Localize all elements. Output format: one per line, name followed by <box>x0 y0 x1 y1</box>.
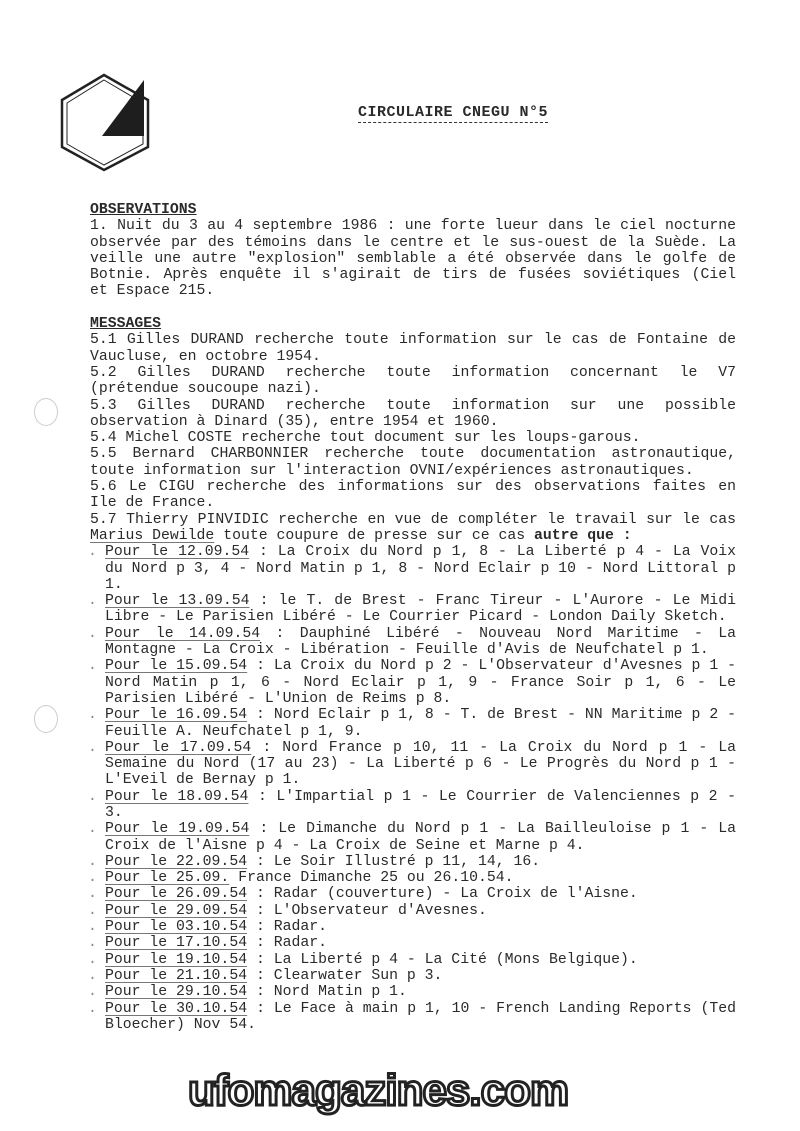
clipping-date: Pour le 12.09.54 <box>105 544 250 561</box>
watermark: ufomagazines.com <box>188 1066 569 1115</box>
clipping-sources: : Nord France p 10, 11 - La Croix du Nord p 1 - La Semaine du Nord (17 au 23) - La Liberté p 6 - Le Progrès du Nord p 1 - L'Eveil de Bernay p 1. <box>105 739 737 789</box>
clipping-item <box>90 919 736 935</box>
message-emphasis: autre que : <box>534 527 632 544</box>
messages-heading: MESSAGES <box>90 316 162 333</box>
clipping-item <box>90 984 736 1000</box>
bullet-icon: . <box>88 984 97 1001</box>
clipping-item <box>90 789 736 822</box>
bullet-icon: . <box>88 593 97 610</box>
page-title: CIRCULAIRE CNEGU N°5 <box>358 104 549 121</box>
bullet-icon: . <box>88 919 97 936</box>
punch-hole <box>34 398 58 426</box>
clipping-date: Pour le 15.09.54 <box>105 658 248 675</box>
clipping-sources: France Dimanche 25 ou 26.10.54. <box>229 870 514 887</box>
clipping-date: Pour le 16.09.54 <box>105 707 248 724</box>
clipping-item <box>90 593 736 626</box>
bullet-icon: . <box>88 739 97 756</box>
clipping-item <box>90 968 736 984</box>
clipping-item <box>90 870 736 886</box>
clipping-date: Pour le 18.09.54 <box>105 788 249 805</box>
clipping-sources: : La Croix du Nord p 2 - L'Observateur d'Avesnes p 1 - Nord Matin p 1, 6 - Nord Eclair p 1, 9 - France Soir p 1, 6 - Le Parisien Libéré - L'Union de Reims p 8. <box>105 658 736 707</box>
clipping-item <box>90 821 736 854</box>
message-text: toute coupure de presse sur ce cas <box>214 527 534 544</box>
bullet-icon: . <box>88 967 97 984</box>
message-item: 5.5 Bernard CHARBONNIER recherche toute documentation astronautique, toute information sur l'interaction OVNI/expériences astronautiques. <box>90 446 736 479</box>
bullet-icon: . <box>88 951 97 968</box>
clipping-sources: : L'Impartial p 1 - Le Courrier de Valenciennes p 2 - 3. <box>105 788 736 821</box>
clipping-date: Pour le 14.09.54 <box>105 625 261 642</box>
cnegu-logo <box>58 72 154 172</box>
message-item: 5.6 Le CIGU recherche des informations sur des observations faites en Ile de France. <box>90 479 736 512</box>
document-body <box>90 202 736 1033</box>
clipping-item <box>90 740 736 789</box>
clipping-item <box>90 952 736 968</box>
clipping-sources: : La Croix du Nord p 1, 8 - La Liberté p 4 - La Voix du Nord p 3, 4 - Nord Matin p 1, 8 - Nord Eclair p 10 - Nord Littoral p 1. <box>105 544 736 593</box>
clipping-date: Pour le 17.09.54 <box>105 739 252 756</box>
observations-heading: OBSERVATIONS <box>90 202 197 218</box>
bullet-icon: . <box>88 1000 97 1017</box>
clipping-item <box>90 1001 736 1034</box>
bullet-icon: . <box>88 625 97 642</box>
bullet-icon: . <box>88 853 97 870</box>
clipping-sources: : Nord Eclair p 1, 8 - T. de Brest - NN Maritime p 2 - Feuille A. Neufchatel p 1, 9. <box>105 707 736 740</box>
clipping-date: Pour le 03.10.54 <box>105 919 248 936</box>
clipping-item <box>90 854 736 870</box>
clipping-sources: : L'Observateur d'Avesnes. <box>247 902 487 919</box>
clipping-date: Pour le 30.10.54 <box>105 1000 248 1017</box>
clipping-item <box>90 626 736 659</box>
clipping-sources: : Le Soir Illustré p 11, 14, 16. <box>247 853 541 870</box>
message-item: 5.1 Gilles DURAND recherche toute information sur le cas de Fontaine de Vaucluse, en octobre 1954. <box>90 332 736 365</box>
bullet-icon: . <box>88 935 97 952</box>
message-item: 5.2 Gilles DURAND recherche toute information concernant le V7 (prétendue soucoupe nazi). <box>90 364 736 398</box>
clipping-date: Pour le 21.10.54 <box>105 967 248 984</box>
messages-list <box>90 332 736 511</box>
message-text: 5.7 Thierry PINVIDIC recherche en vue de compléter le travail sur le cas <box>90 511 736 528</box>
clipping-sources: : Le Dimanche du Nord p 1 - La Bailleuloise p 1 - La Croix de l'Aisne p 4 - La Croix de Seine et Marne p 4. <box>105 821 737 854</box>
bullet-icon: . <box>88 658 97 675</box>
clippings-list <box>90 544 736 1033</box>
observation-paragraph: 1. Nuit du 3 au 4 septembre 1986 : une forte lueur dans le ciel nocturne observée par des témoins dans le centre et le sus-ouest de la Suède. La veille une autre "explosion" semblable a été observée dans le golfe de Botnie. Après enquête il s'agirait de tirs de fusées soviétiques (Ciel et Espace 215. <box>90 218 736 300</box>
bullet-icon: . <box>88 902 97 919</box>
clipping-date: Pour le 17.10.54 <box>105 935 248 952</box>
clipping-sources: : Dauphiné Libéré - Nouveau Nord Maritime - La Montagne - La Croix - Libération - Feuille d'Avis de Neufchatel p 1. <box>105 625 736 659</box>
clipping-date: Pour le 26.09.54 <box>105 886 248 903</box>
clipping-date: Pour le 25.09. <box>105 870 230 887</box>
clipping-item <box>90 544 736 593</box>
clipping-date: Pour le 29.10.54 <box>105 984 248 1001</box>
message-item: 5.4 Michel COSTE recherche tout document sur les loups-garous. <box>90 430 641 447</box>
clipping-date: Pour le 19.10.54 <box>105 951 248 968</box>
clipping-item <box>90 935 736 951</box>
clipping-date: Pour le 19.09.54 <box>105 821 250 838</box>
bullet-icon: . <box>88 707 97 724</box>
clipping-item <box>90 707 736 740</box>
bullet-icon: . <box>88 544 97 561</box>
bullet-icon: . <box>88 821 97 838</box>
clipping-date: Pour le 22.09.54 <box>105 853 248 870</box>
bullet-icon: . <box>88 886 97 903</box>
clipping-item <box>90 903 736 919</box>
bullet-icon: . <box>88 870 97 887</box>
clipping-sources: : La Liberté p 4 - La Cité (Mons Belgique). <box>247 951 638 968</box>
clipping-date: Pour le 13.09.54 <box>105 593 250 610</box>
clipping-sources: : Nord Matin p 1. <box>247 984 407 1001</box>
clipping-sources: : Radar. <box>247 919 327 936</box>
clipping-sources: : Le Face à main p 1, 10 - French Landing Reports (Ted Bloecher) Nov 54. <box>105 1000 736 1033</box>
message-5-7 <box>90 512 736 545</box>
clipping-item <box>90 658 736 707</box>
clipping-date: Pour le 29.09.54 <box>105 902 248 919</box>
case-name: Marius Dewilde <box>90 527 215 544</box>
clipping-sources: : Clearwater Sun p 3. <box>247 967 443 984</box>
clipping-sources: : le T. de Brest - Franc Tireur - L'Aurore - Le Midi Libre - Le Parisien Libéré - Le Courrier Picard - London Daily Sketch. <box>105 593 736 626</box>
clipping-sources: : Radar. <box>247 935 327 952</box>
clipping-item <box>90 886 736 902</box>
clipping-sources: : Radar (couverture) - La Croix de l'Aisne. <box>247 886 638 903</box>
bullet-icon: . <box>88 788 97 805</box>
message-item: 5.3 Gilles DURAND recherche toute information sur une possible observation à Dinard (35), entre 1954 et 1960. <box>90 397 736 430</box>
punch-hole <box>34 705 58 733</box>
